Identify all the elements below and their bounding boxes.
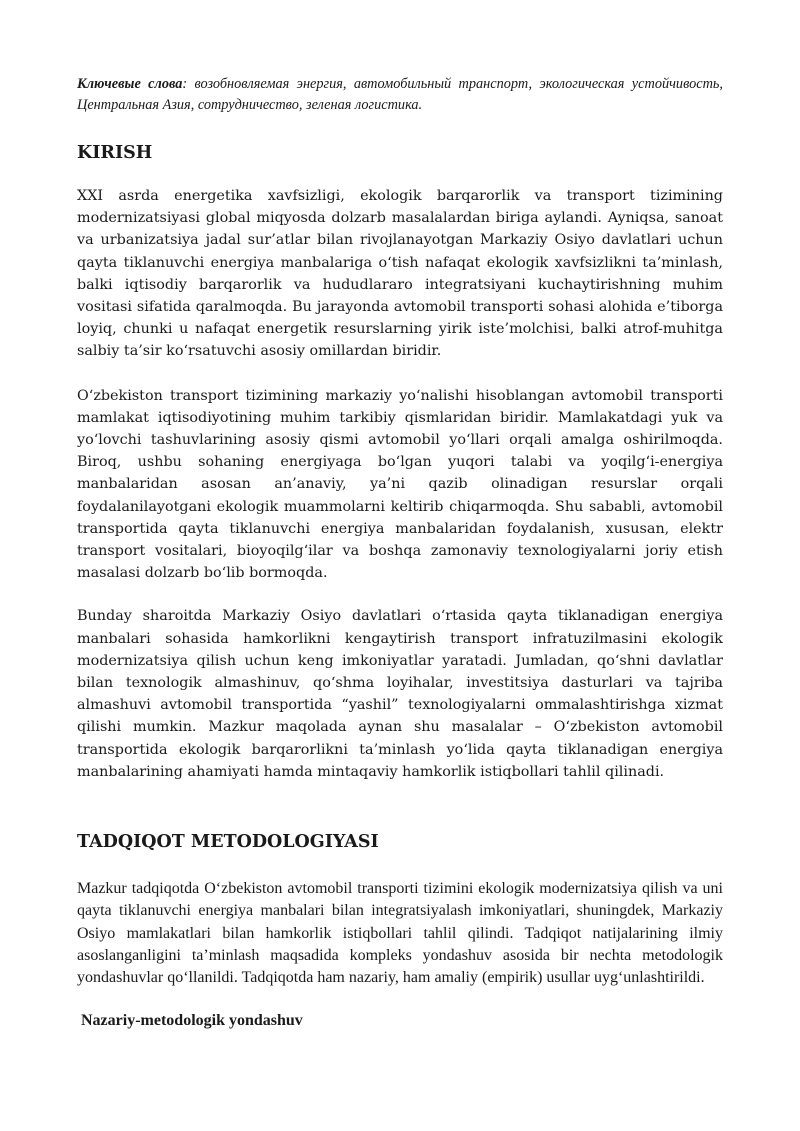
- section-heading-methodology: TADQIQOT METODOLOGIYASI: [77, 832, 379, 853]
- body-paragraph: Bunday sharoitda Markaziy Osiyo davlatlari o‘rtasida qayta tiklanadigan energiya manbalari sohasida hamkorlikni kengaytirish transport infratuzilmasini ekologik modernizatsiya qilish uchun keng imkoniyatlar yaratadi. Jumladan, qo‘shni davlatlar bilan texnologik almashinuv, qo‘shma loyihalar, investitsiya dasturlari va tajriba almashuvi avtomobil transportida “yashil” texnologiyalarni ommalashtirishga xizmat qilishi mumkin. Mazkur maqolada aynan shu masalalar – O‘zbekiston avtomobil transportida ekologik barqarorlikni ta’minlash yo‘lida qayta tiklanadigan energiya manbalarining ahamiyati hamda mintaqaviy hamkorlik istiqbollari tahlil qilinadi.: [77, 608, 723, 780]
- body-paragraph: XXI asrda energetika xavfsizligi, ekologik barqarorlik va transport tizimining modernizatsiyasi global miqyosda dolzarb masalalardan biriga aylandi. Ayniqsa, sanoat va urbanizatsiya jadal sur’atlar bilan rivojlanayotgan Markaziy Osiyo davlatlari uchun qayta tiklanuvchi energiya manbalariga o‘tish nafaqat ekologik xavfsizlikni ta’minlash, balki iqtisodiy barqarorlik va hududlararo integratsiyani kuchaytirishning muhim vositasi sifatida qaralmoqda. Bu jarayonda avtomobil transporti sohasi alohida e’tiborga loyiq, chunki u nafaqat energetik resurslarning yirik iste’molchisi, balki atrof-muhitga salbiy ta’sir ko‘rsatuvchi asosiy omillardan biridir.: [77, 188, 723, 360]
- section-heading-kirish: KIRISH: [77, 143, 153, 163]
- keywords-text: : возобновляемая энергия, автомобильный транспорт, экологическая устойчивость, Центральная Азия, сотрудничество, зеленая логистика.: [77, 76, 724, 113]
- body-paragraph: Mazkur tadqiqotda O‘zbekiston avtomobil transporti tizimini ekologik modernizatsiya qilish va uni qayta tiklanuvchi energiya manbalari bilan integratsiyalash imkoniyatlari, shuningdek, Markaziy Osiyo mamlakatlari bilan hamkorlik istiqbollari tahlil qilindi. Tadqiqot natijalarining ilmiy asoslanganligini ta’minlash maqsadida kompleks yondashuv asosida bir nechta metodologik yondashuvlar qo‘llanildi. Tadqiqotda ham nazariy, ham amaliy (empirik) usullar uyg‘unlashtirildi.: [77, 880, 723, 987]
- keywords-paragraph: [77, 74, 723, 116]
- subsection-heading: Nazariy-metodologik yondashuv: [81, 1011, 303, 1029]
- keywords-label: Ключевые слова: [77, 76, 183, 92]
- document-page: [77, 74, 723, 1032]
- body-paragraph: O‘zbekiston transport tizimining markaziy yo‘nalishi hisoblangan avtomobil transporti mamlakat iqtisodiyotining muhim tarkibiy qismlaridan biridir. Mamlakatdagi yuk va yo‘lovchi tashuvlarining asosiy qismi avtomobil yo‘llari orqali amalga oshirilmoqda. Biroq, ushbu sohaning energiyaga bo‘lgan yuqori talabi va yoqilg‘i-energiya manbalaridan asosan an’anaviy, ya’ni qazib olinadigan resurslar orqali foydalanilayotgani ekologik muammolarni keltirib chiqarmoqda. Shu sababli, avtomobil transportida qayta tiklanuvchi energiya manbalaridan foydalanish, xususan, elektr transport vositalari, bioyoqilg‘ilar va boshqa zamonaviy texnologiyalarni joriy etish masalasi dolzarb bo‘lib bormoqda.: [77, 387, 723, 582]
